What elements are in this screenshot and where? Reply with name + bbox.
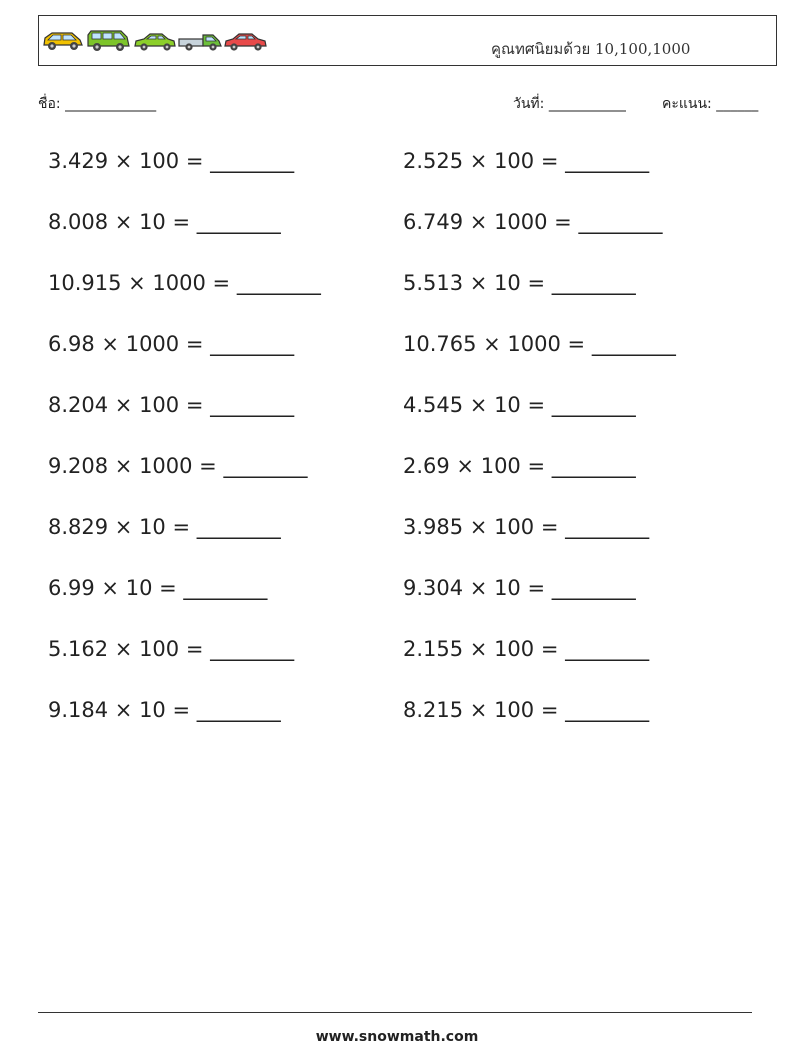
name-field-label: ชื่อ: _____________ [38,96,157,112]
score-field-label: คะแนน: ______ [662,96,759,112]
yellow-car-icon [44,33,82,50]
problem-8-right: 9.304 × 10 = ________ [403,576,636,600]
problem-10-right: 8.215 × 100 = ________ [403,698,650,722]
problem-9-left: 5.162 × 100 = ________ [48,637,295,661]
problem-1-left: 3.429 × 100 = ________ [48,149,295,173]
green-van-icon [88,31,129,51]
header-box [38,15,777,66]
problem-2-left: 8.008 × 10 = ________ [48,210,281,234]
problem-10-left: 9.184 × 10 = ________ [48,698,281,722]
red-car-icon [225,34,266,51]
problem-9-right: 2.155 × 100 = ________ [403,637,650,661]
problem-7-left: 8.829 × 10 = ________ [48,515,281,539]
car-icons [42,29,267,53]
problem-6-right: 2.69 × 100 = ________ [403,454,636,478]
worksheet-title: คูณทศนิยมด้วย 10,100,1000 [491,40,691,58]
problem-5-right: 4.545 × 10 = ________ [403,393,636,417]
problem-6-left: 9.208 × 1000 = ________ [48,454,308,478]
problem-4-right: 10.765 × 1000 = ________ [403,332,676,356]
problem-7-right: 3.985 × 100 = ________ [403,515,650,539]
problem-1-right: 2.525 × 100 = ________ [403,149,650,173]
date-field-label: วันที่: ___________ [513,96,626,112]
problem-5-left: 8.204 × 100 = ________ [48,393,295,417]
problem-4-left: 6.98 × 1000 = ________ [48,332,295,356]
problem-8-left: 6.99 × 10 = ________ [48,576,268,600]
problem-2-right: 6.749 × 1000 = ________ [403,210,663,234]
footer-url: www.snowmath.com [315,1029,479,1045]
green-sedan-icon [135,34,175,51]
problem-3-right: 5.513 × 10 = ________ [403,271,636,295]
problem-3-left: 10.915 × 1000 = ________ [48,271,321,295]
footer-divider [38,1012,752,1013]
pickup-truck-icon [179,35,221,51]
